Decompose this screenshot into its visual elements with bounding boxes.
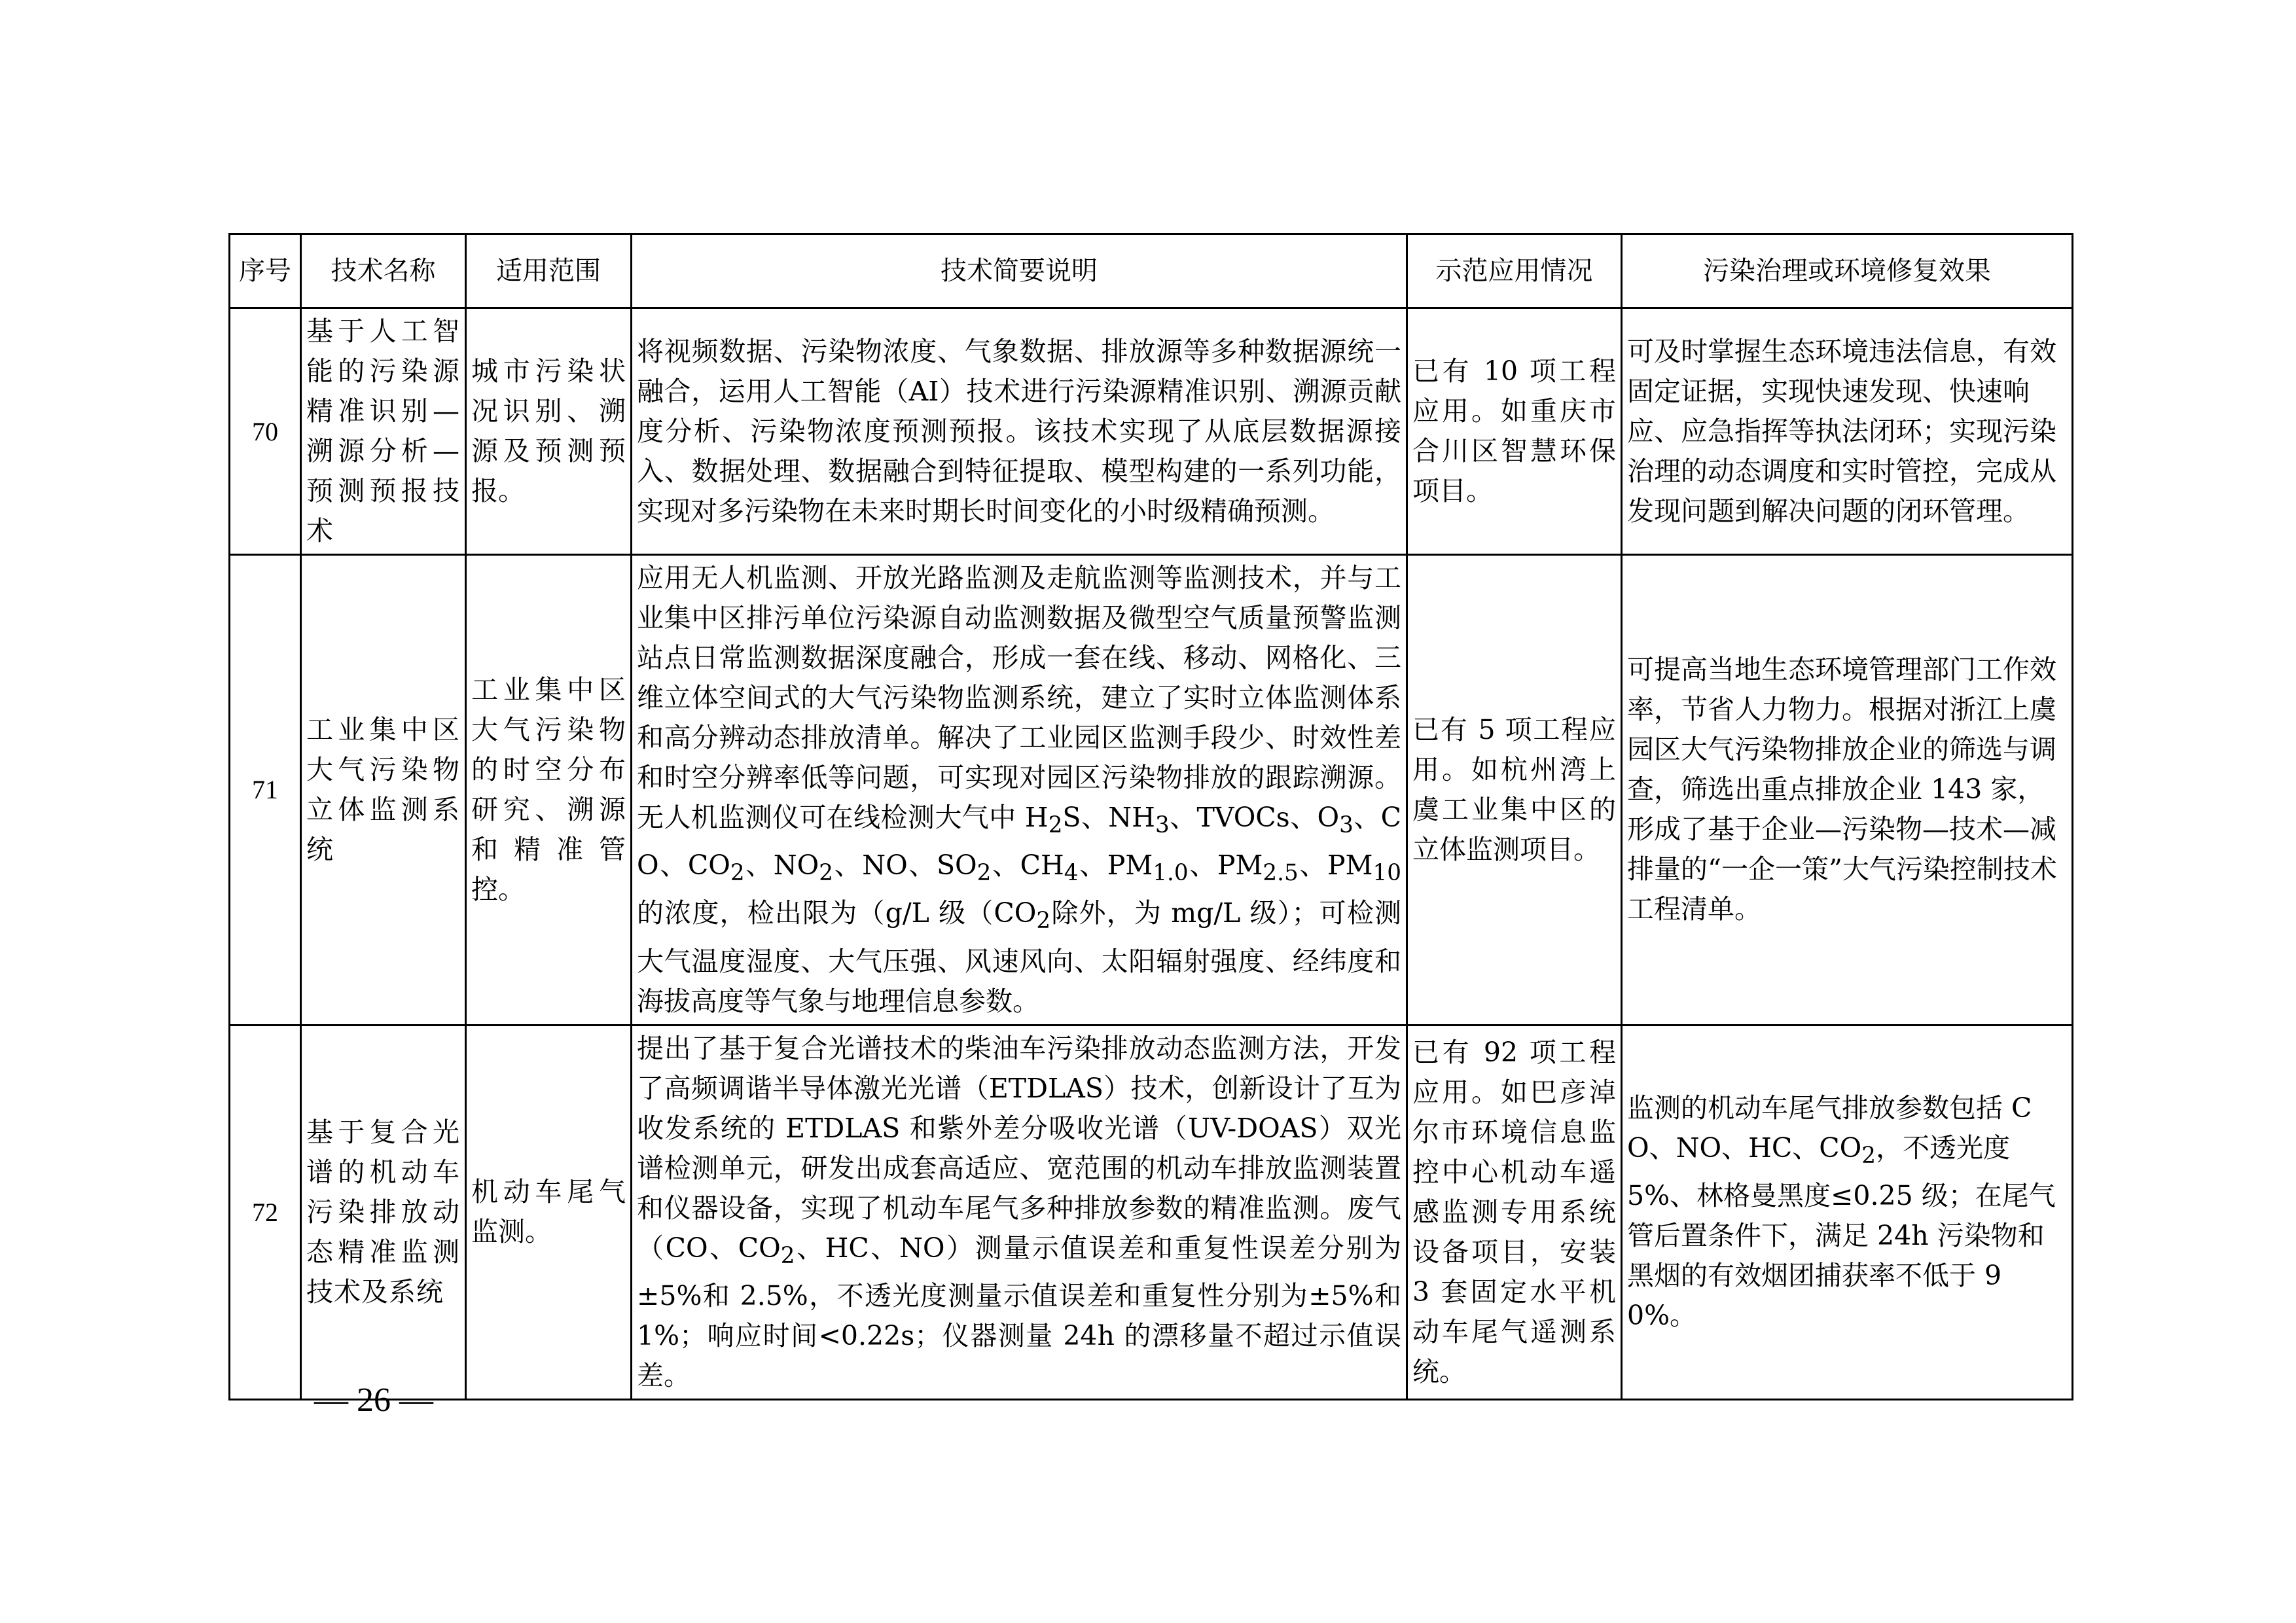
subscript: 2 xyxy=(977,860,992,887)
subscript: 2 xyxy=(1036,908,1051,935)
description-text: 、CO、CO xyxy=(637,802,1402,882)
table-row xyxy=(230,308,2073,555)
description xyxy=(632,555,1407,1026)
header-application: 示范应用情况 xyxy=(1407,234,1622,308)
application: 已有 10 项工程应用。如重庆市合川区智慧环保项目。 xyxy=(1407,308,1622,555)
table-body xyxy=(230,308,2073,1400)
effect: 可提高当地生态环境管理部门工作效率，节省人力物力。根据对浙江上虞园区大气污染物排放企业的筛选与调查，筛选出重点排放企业 143 家，形成了基于企业—污染物—技术—减排量的“一企一策”大气污染控制技术工程清单。 xyxy=(1622,555,2073,1026)
page-number: — 26 — xyxy=(314,1382,433,1419)
subscript: 2.5 xyxy=(1263,860,1299,887)
subscript: 2 xyxy=(1861,1143,1876,1169)
tech-name: 基于复合光谱的机动车污染排放动态精准监测技术及系统 xyxy=(301,1025,466,1399)
header-row xyxy=(230,234,2073,308)
effect-text: 监测的机动车尾气排放参数包括 CO、NO、HC、CO xyxy=(1627,1092,2032,1164)
header-scope: 适用范围 xyxy=(466,234,632,308)
scope: 城市污染状况识别、溯源及预测预报。 xyxy=(466,308,632,555)
tech-name: 基于人工智能的污染源精准识别—溯源分析—预测预报技术 xyxy=(301,308,466,555)
description-text: 、NO xyxy=(744,849,819,882)
row-number: 72 xyxy=(230,1025,301,1399)
header-no: 序号 xyxy=(230,234,301,308)
subscript: 4 xyxy=(1064,860,1079,887)
scope: 机动车尾气监测。 xyxy=(466,1025,632,1399)
table-header xyxy=(230,234,2073,308)
table-row xyxy=(230,1025,2073,1399)
application: 已有 5 项工程应用。如杭州湾上虞工业集中区的立体监测项目。 xyxy=(1407,555,1622,1026)
header-effect: 污染治理或环境修复效果 xyxy=(1622,234,2073,308)
description-text: 、TVOCs、O xyxy=(1169,802,1340,833)
subscript: 2 xyxy=(819,860,834,887)
description-text: 应用无人机监测、开放光路监测及走航监测等监测技术，并与工业集中区排污单位污染源自动监测数据及微型空气质量预警监测站点日常监测数据深度融合，形成一套在线、移动、网格化、三维立体空间式的大气污染物监测系统，建立了实时立体监测体系和高分辨动态排放清单。解决了工业园区监测手段少、时效性差和时空分辨率低等问题，可实现对园区污染物排放的跟踪溯源。无人机监测仪可在线检测大气中 H xyxy=(637,562,1401,833)
technology-table xyxy=(228,233,2073,1400)
description-text: 的浓度，检出限为（g/L 级（CO xyxy=(637,897,1037,929)
subscript: 3 xyxy=(1339,812,1354,839)
subscript: 3 xyxy=(1155,812,1170,839)
description-text: 、HC、NO）测量示值误差和重复性误差分别为±5%和 2.5%，不透光度测量示值误差和重复性分别为±5%和 1%；响应时间<0.22s；仪器测量 24h 的漂移量不超过示值误差。 xyxy=(637,1232,1401,1391)
description-text: 、PM xyxy=(1298,849,1373,882)
subscript: 10 xyxy=(1372,860,1401,887)
tech-name: 工业集中区大气污染物立体监测系统 xyxy=(301,555,466,1026)
subscript: 2 xyxy=(780,1242,795,1269)
description-text: 除外，为 mg/L 级）；可检测大气温度湿度、大气压强、风速风向、太阳辐射强度、经纬度和海拔高度等气象与地理信息参数。 xyxy=(637,897,1401,1017)
description-text: 、PM xyxy=(1188,849,1263,882)
table-row xyxy=(230,555,2073,1026)
effect xyxy=(1622,1025,2073,1399)
effect: 可及时掌握生态环境违法信息，有效固定证据，实现快速发现、快速响应、应急指挥等执法闭环；实现污染治理的动态调度和实时管控，完成从发现问题到解决问题的闭环管理。 xyxy=(1622,308,2073,555)
row-number: 71 xyxy=(230,555,301,1026)
effect-text: ，不透光度 5%、林格曼黑度≤0.25 级；在尾气管后置条件下，满足 24h 污染物和黑烟的有效烟团捕获率不低于 90%。 xyxy=(1627,1132,2056,1332)
description xyxy=(632,1025,1407,1399)
subscript: 1.0 xyxy=(1153,860,1189,887)
application: 已有 92 项工程应用。如巴彦淖尔市环境信息监控中心机动车遥感监测专用系统设备项目，安装 3 套固定水平机动车尾气遥测系统。 xyxy=(1407,1025,1622,1399)
description: 将视频数据、污染物浓度、气象数据、排放源等多种数据源统一融合，运用人工智能（AI）技术进行污染源精准识别、溯源贡献度分析、污染物浓度预测预报。该技术实现了从底层数据源接入、数据处理、数据融合到特征提取、模型构建的一系列功能，实现对多污染物在未来时期长时间变化的小时级精确预测。 xyxy=(632,308,1407,555)
subscript: 2 xyxy=(1048,812,1063,839)
description-text: 提出了基于复合光谱技术的柴油车污染排放动态监测方法，开发了高频调谐半导体激光光谱（ETDLAS）技术，创新设计了互为收发系统的 ETDLAS 和紫外差分吸收光谱（UV-DOAS）双光谱检测单元，研发出成套高适应、宽范围的机动车排放监测装置和仪器设备，实现了机动车尾气多种排放参数的精准监测。废气（CO、CO xyxy=(637,1032,1401,1264)
description-text: 、NO、SO xyxy=(833,849,977,882)
row-number: 70 xyxy=(230,308,301,555)
scope: 工业集中区大气污染物的时空分布研究、溯源和精准管控。 xyxy=(466,555,632,1026)
subscript: 2 xyxy=(730,860,745,887)
description-text: 、PM xyxy=(1078,849,1153,882)
header-tech-name: 技术名称 xyxy=(301,234,466,308)
description-text: 、CH xyxy=(991,849,1064,882)
header-description: 技术简要说明 xyxy=(632,234,1407,308)
description-text: S、NH xyxy=(1062,802,1155,833)
